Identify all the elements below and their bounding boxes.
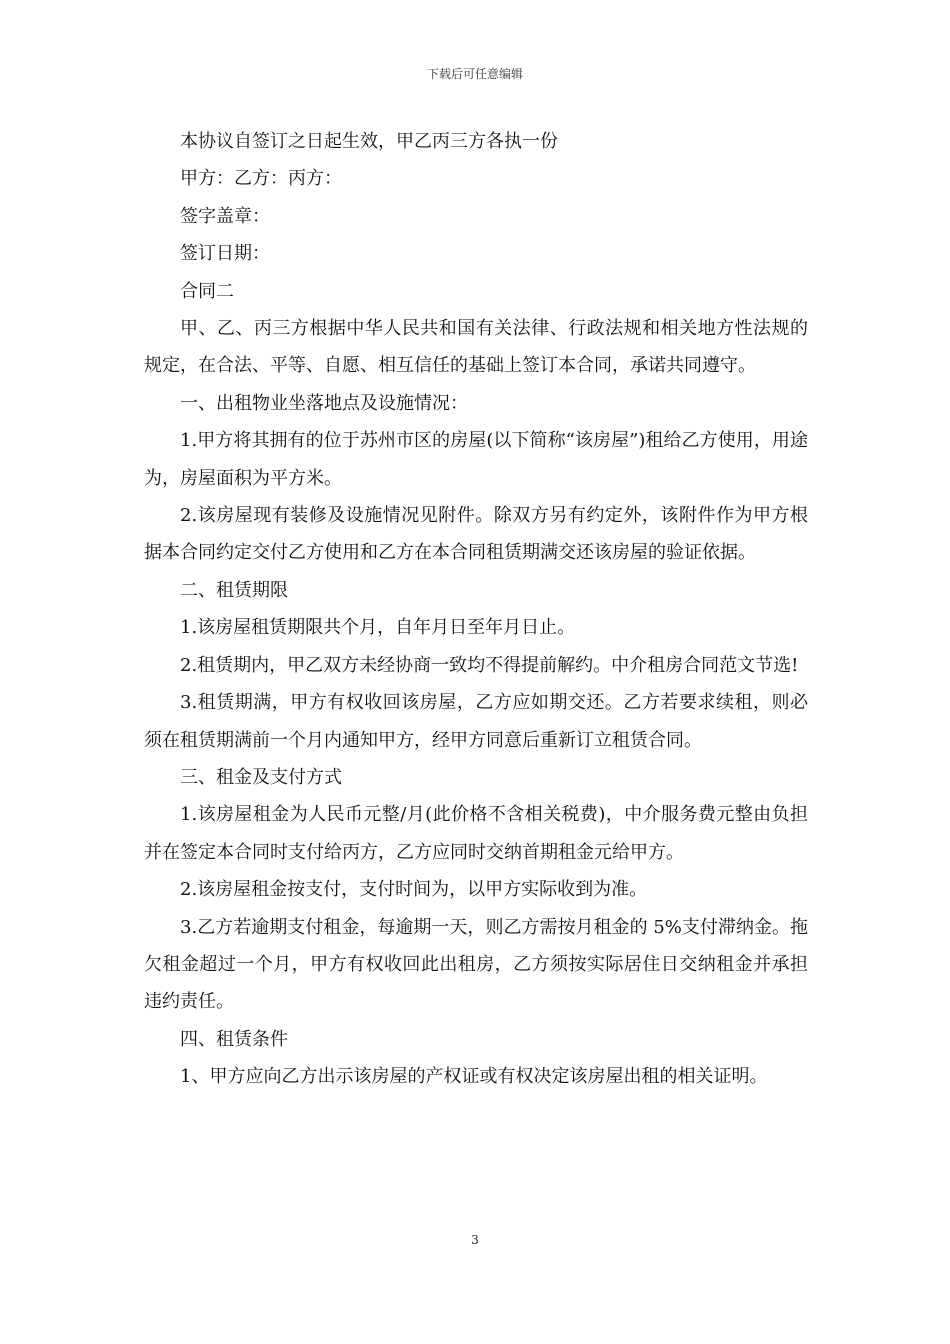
section-heading-4: 四、租赁条件 — [180, 1028, 288, 1050]
page-number: 3 — [471, 1233, 479, 1247]
clause-3-2: 2.该房屋租金按支付，支付时间为，以甲方实际收到为准。 — [180, 879, 648, 901]
clause-4-1: 1、甲方应向乙方出示该房屋的产权证或有权决定该房屋出租的相关证明。 — [180, 1066, 768, 1088]
contract-two-title: 合同二 — [180, 280, 234, 302]
clause-2-2: 2.租赁期内，甲乙双方未经协商一致均不得提前解约。中介租房合同范文节选! — [180, 654, 799, 676]
section-heading-2: 二、租赁期限 — [180, 579, 288, 601]
clause-1-1: 1.甲方将其拥有的位于苏州市区的房屋(以下简称“该房屋”)租给乙方使用，用途为，房屋面积为平方米。 — [144, 430, 808, 489]
paragraph-parties: 甲方：乙方：丙方： — [180, 168, 342, 190]
clause-2-1: 1.该房屋租赁期限共个月，自年月日至年月日止。 — [180, 617, 576, 639]
clause-3-1: 1.该房屋租金为人民币元整/月(此价格不含相关税费)，中介服务费元整由负担并在签定本合同时支付给丙方，乙方应同时交纳首期租金元给甲方。 — [144, 804, 808, 863]
paragraph-preamble: 甲、乙、丙三方根据中华人民共和国有关法律、行政法规和相关地方性法规的规定，在合法、平等、自愿、相互信任的基础上签订本合同，承诺共同遵守。 — [144, 318, 808, 377]
clause-2-3: 3.租赁期满，甲方有权收回该房屋，乙方应如期交还。乙方若要求续租，则必须在租赁期满前一个月内通知甲方，经甲方同意后重新订立租赁合同。 — [144, 692, 808, 751]
section-heading-1: 一、出租物业坐落地点及设施情况： — [180, 392, 468, 414]
clause-3-3: 3.乙方若逾期支付租金，每逾期一天，则乙方需按月租金的 5%支付滞纳金。拖欠租金超过一个月，甲方有权收回此出租房，乙方须按实际居住日交纳租金并承担违约责任。 — [144, 916, 808, 1013]
page-header: 下载后可任意编辑 — [426, 67, 523, 81]
document-body — [144, 123, 808, 1096]
section-heading-3: 三、租金及支付方式 — [180, 766, 342, 788]
paragraph-signature: 签字盖章： — [180, 205, 270, 227]
paragraph-sign-date: 签订日期： — [180, 243, 270, 265]
clause-1-2: 2.该房屋现有装修及设施情况见附件。除双方另有约定外，该附件作为甲方根据本合同约定交付乙方使用和乙方在本合同租赁期满交还该房屋的验证依据。 — [144, 505, 808, 564]
paragraph-agreement-effective: 本协议自签订之日起生效，甲乙丙三方各执一份 — [180, 131, 558, 152]
